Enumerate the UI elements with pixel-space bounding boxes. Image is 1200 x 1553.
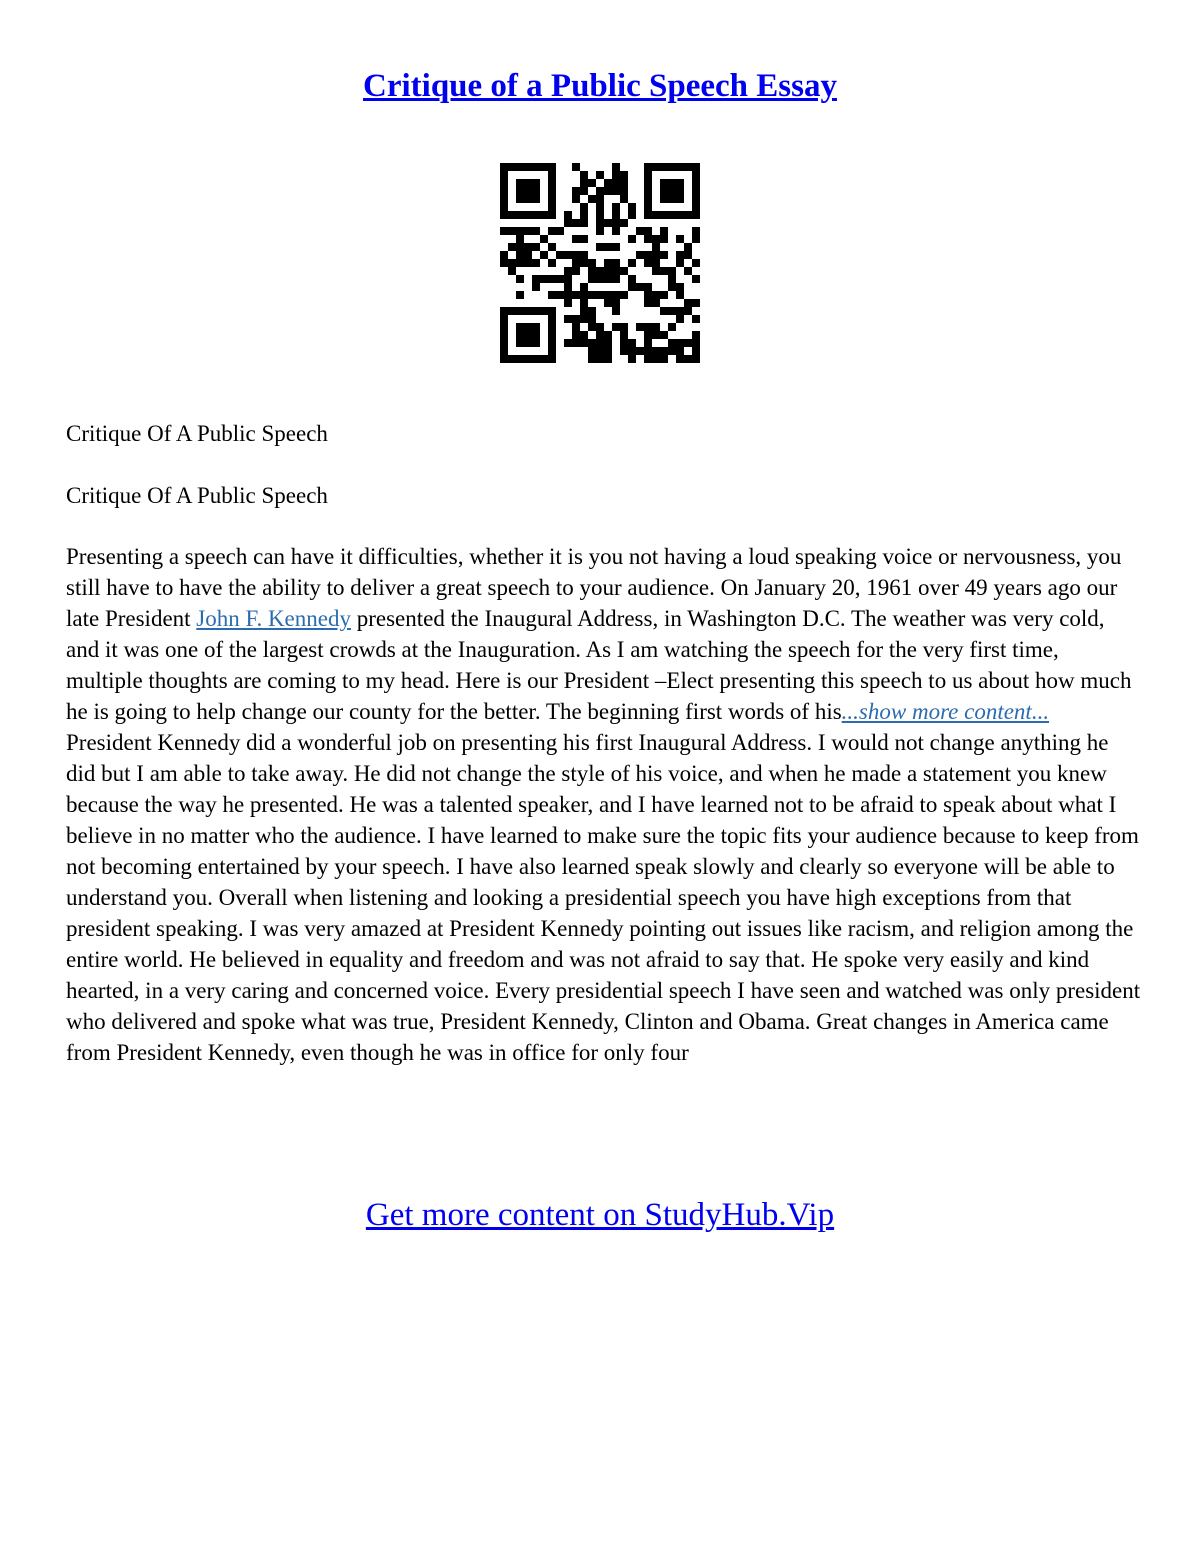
footer [0,1193,1200,1237]
heading-secondary: Critique Of A Public Speech [66,483,328,508]
qr-code-icon [500,163,700,363]
title-link[interactable]: Critique of a Public Speech Essay [363,68,837,104]
show-more-link[interactable]: ...show more content... [841,699,1050,724]
essay-text-part-2: presented the Inaugural Address, in Washington D.C. The weather was very cold, and it was one of the largest crowds at the Inauguration. As I am watching the speech for the very first time, multiple thoughts are coming to my head. Here is our President –Elect presenting this speech to us about how much he is going to help change our county for the better. The beginning first words of his [66,606,1132,724]
studyhub-link[interactable]: Get more content on StudyHub.Vip [365,1197,835,1233]
kennedy-link[interactable]: John F. Kennedy [196,606,351,631]
heading-primary: Critique Of A Public Speech [66,421,328,446]
essay-body [66,541,1141,1068]
essay-text-part-1: Presenting a speech can have it difficulties, whether it is you not having a loud speaking voice or nervousness, you still have to have the ability to deliver a great speech to your audience. On January 20, 1961 over 49 years ago our late President [66,544,1122,631]
document-title [0,64,1200,108]
essay-text-part-3: President Kennedy did a wonderful job on presenting his first Inaugural Address. I would not change anything he did but I am able to take away. He did not change the style of his voice, and when he made a statement you knew because the way he presented. He was a talented speaker, and I have learned not to be afraid to speak about what I believe in no matter who the audience. I have learned to make sure the topic fits your audience because to keep from not becoming entertained by your speech. I have also learned speak slowly and clearly so everyone will be able to understand you. Overall when listening and looking a presidential speech you have high exceptions from that president speaking. I was very amazed at President Kennedy pointing out issues like racism, and religion among the entire world. He believed in equality and freedom and was not afraid to say that. He spoke very easily and kind hearted, in a very caring and concerned voice. Every presidential speech I have seen and watched was only president who delivered and spoke what was true, President Kennedy, Clinton and Obama. Great changes in America came from President Kennedy, even though he was in office for only four [66,730,1141,1065]
